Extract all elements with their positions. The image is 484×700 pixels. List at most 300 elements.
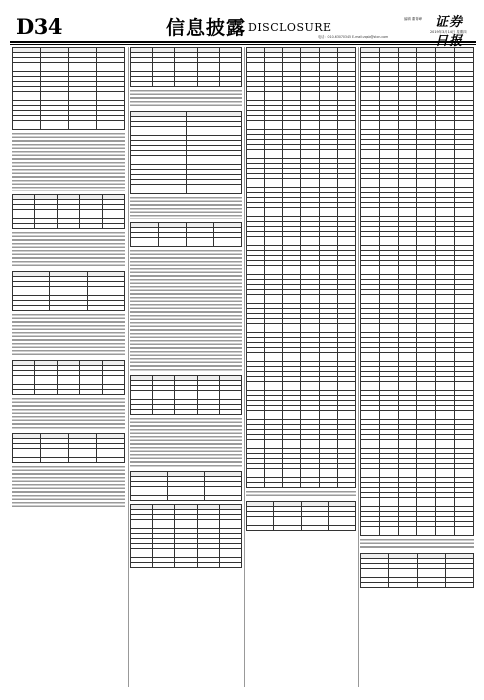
column-1 xyxy=(12,47,125,687)
table-cell xyxy=(337,483,355,488)
table-cell xyxy=(455,208,474,217)
newspaper-logo: 证券 xyxy=(435,15,464,30)
table-cell xyxy=(319,382,337,391)
table-cell xyxy=(102,389,124,394)
table-cell xyxy=(97,63,125,72)
table-cell xyxy=(131,487,168,496)
table-cell xyxy=(398,121,417,130)
table-cell xyxy=(417,382,436,391)
block-gap xyxy=(130,568,242,571)
table-cell xyxy=(361,92,380,101)
table-cell xyxy=(361,469,380,478)
table-cell xyxy=(283,382,301,391)
table-cell xyxy=(436,295,455,304)
table-cell xyxy=(35,209,57,218)
table-cell xyxy=(301,483,319,488)
body-text-block xyxy=(130,197,242,219)
body-text-block xyxy=(12,466,125,509)
page-number: D34 xyxy=(16,14,62,39)
table-cell xyxy=(398,353,417,362)
table-cell xyxy=(57,223,79,228)
table-cell xyxy=(197,409,219,414)
table-cell xyxy=(436,382,455,391)
table-cell xyxy=(247,121,265,130)
table-cell xyxy=(247,517,274,526)
table-cell xyxy=(80,389,102,394)
table-cell xyxy=(283,469,301,478)
table-cell xyxy=(379,63,398,72)
table-cell xyxy=(41,449,69,458)
table-cell xyxy=(205,487,242,496)
table-cell xyxy=(265,411,283,420)
table-cell xyxy=(455,440,474,449)
table-cell xyxy=(35,375,57,384)
table-cell xyxy=(455,295,474,304)
table-cell xyxy=(361,498,380,507)
table-cell xyxy=(186,156,242,165)
table-cell xyxy=(379,498,398,507)
table-cell xyxy=(398,324,417,333)
table-cell xyxy=(455,411,474,420)
table-cell xyxy=(219,563,241,568)
table-cell xyxy=(35,389,57,394)
table-cell xyxy=(436,63,455,72)
table-cell xyxy=(417,121,436,130)
table-cell xyxy=(436,179,455,188)
table-cell xyxy=(455,179,474,188)
table-cell xyxy=(301,295,319,304)
table-cell xyxy=(455,353,474,362)
table-cell xyxy=(319,411,337,420)
table-cell xyxy=(361,63,380,72)
disclosure-table xyxy=(246,501,356,531)
table-cell xyxy=(337,63,355,72)
table-cell xyxy=(361,411,380,420)
table-cell xyxy=(131,127,187,136)
table-cell xyxy=(69,92,97,101)
table-cell xyxy=(175,563,197,568)
section-title: 信息披露 xyxy=(166,17,247,39)
table-cell xyxy=(398,498,417,507)
table-cell xyxy=(283,324,301,333)
table-cell xyxy=(97,449,125,458)
table-cell xyxy=(197,390,219,399)
table-cell xyxy=(247,295,265,304)
table-cell xyxy=(69,458,97,463)
table-cell xyxy=(247,483,265,488)
table-cell xyxy=(175,520,197,529)
table-cell xyxy=(337,411,355,420)
table-cell xyxy=(265,150,283,159)
table-cell xyxy=(153,409,175,414)
table-cell xyxy=(274,517,301,526)
table-cell xyxy=(337,208,355,217)
table-cell xyxy=(398,237,417,246)
table-cell xyxy=(247,179,265,188)
table-cell xyxy=(13,121,41,130)
table-cell xyxy=(379,266,398,275)
table-cell xyxy=(219,390,241,399)
body-text-block xyxy=(12,133,125,191)
table-cell xyxy=(301,353,319,362)
table-cell xyxy=(219,520,241,529)
table-cell xyxy=(417,353,436,362)
table-cell xyxy=(455,237,474,246)
table-cell xyxy=(361,266,380,275)
table-cell xyxy=(265,63,283,72)
disclosure-table xyxy=(12,47,125,130)
table-cell xyxy=(13,286,50,295)
table-cell xyxy=(436,353,455,362)
table-cell xyxy=(265,92,283,101)
table-cell xyxy=(97,92,125,101)
table-cell xyxy=(265,237,283,246)
table-cell xyxy=(153,549,175,558)
table-cell xyxy=(13,63,41,72)
table-cell xyxy=(445,582,473,587)
table-cell xyxy=(379,411,398,420)
table-cell xyxy=(417,498,436,507)
table-cell xyxy=(274,526,301,531)
table-cell xyxy=(153,563,175,568)
table-cell xyxy=(455,324,474,333)
table-cell xyxy=(436,440,455,449)
table-cell xyxy=(436,324,455,333)
table-cell xyxy=(283,483,301,488)
column-divider xyxy=(128,47,129,687)
table-cell xyxy=(436,92,455,101)
disclosure-table xyxy=(130,504,242,568)
table-cell xyxy=(436,237,455,246)
disclosure-table xyxy=(360,47,474,536)
disclosure-table xyxy=(246,47,356,488)
masthead-rule xyxy=(10,41,476,43)
table-cell xyxy=(319,440,337,449)
table-cell xyxy=(379,324,398,333)
table-cell xyxy=(13,449,41,458)
table-cell xyxy=(301,382,319,391)
table-cell xyxy=(379,469,398,478)
table-cell xyxy=(417,92,436,101)
table-cell xyxy=(337,440,355,449)
table-cell xyxy=(398,440,417,449)
table-cell xyxy=(361,353,380,362)
block-gap xyxy=(12,509,125,512)
table-cell xyxy=(361,382,380,391)
table-cell xyxy=(337,92,355,101)
table-cell xyxy=(283,411,301,420)
table-cell xyxy=(247,411,265,420)
disclosure-table xyxy=(130,47,242,87)
table-cell xyxy=(301,266,319,275)
issue-date: 2019年3月14日 星期四 xyxy=(430,30,467,34)
table-cell xyxy=(265,295,283,304)
table-cell xyxy=(319,150,337,159)
table-cell xyxy=(50,286,87,295)
table-cell xyxy=(265,266,283,275)
table-cell xyxy=(319,121,337,130)
table-cell xyxy=(247,440,265,449)
table-cell xyxy=(361,150,380,159)
table-cell xyxy=(265,440,283,449)
table-cell xyxy=(417,150,436,159)
table-cell xyxy=(301,324,319,333)
table-cell xyxy=(301,237,319,246)
masthead xyxy=(10,10,476,40)
table-cell xyxy=(398,527,417,536)
table-cell xyxy=(337,121,355,130)
table-cell xyxy=(50,305,87,310)
table-cell xyxy=(80,375,102,384)
table-cell xyxy=(102,209,124,218)
disclosure-table xyxy=(130,471,242,501)
table-cell xyxy=(197,520,219,529)
disclosure-table xyxy=(12,360,125,395)
table-cell xyxy=(153,63,175,72)
table-cell xyxy=(247,150,265,159)
table-cell xyxy=(379,440,398,449)
disclosure-table xyxy=(12,194,125,229)
table-cell xyxy=(13,92,41,101)
body-text-block xyxy=(246,491,356,498)
table-cell xyxy=(69,63,97,72)
table-cell xyxy=(13,209,35,218)
table-cell xyxy=(131,390,153,399)
block-gap xyxy=(360,588,474,591)
table-cell xyxy=(319,483,337,488)
table-cell xyxy=(283,295,301,304)
table-cell xyxy=(247,237,265,246)
table-cell xyxy=(436,208,455,217)
table-cell xyxy=(417,582,445,587)
column-3 xyxy=(246,47,356,683)
table-cell xyxy=(168,487,205,496)
table-cell xyxy=(168,496,205,501)
block-gap xyxy=(246,531,356,534)
disclosure-table xyxy=(130,222,242,247)
disclosure-table xyxy=(130,375,242,415)
table-cell xyxy=(389,582,417,587)
table-cell xyxy=(131,185,187,194)
table-cell xyxy=(361,179,380,188)
table-cell xyxy=(283,440,301,449)
table-cell xyxy=(417,179,436,188)
table-cell xyxy=(186,127,242,136)
table-cell xyxy=(319,92,337,101)
table-cell xyxy=(436,121,455,130)
table-cell xyxy=(436,498,455,507)
table-cell xyxy=(265,121,283,130)
table-cell xyxy=(319,63,337,72)
table-cell xyxy=(247,324,265,333)
table-cell xyxy=(436,527,455,536)
table-cell xyxy=(398,411,417,420)
table-cell xyxy=(436,411,455,420)
table-cell xyxy=(337,295,355,304)
table-cell xyxy=(379,527,398,536)
table-cell xyxy=(379,382,398,391)
table-cell xyxy=(219,63,241,72)
table-cell xyxy=(417,295,436,304)
body-text-block xyxy=(360,539,474,550)
table-cell xyxy=(398,150,417,159)
disclosure-table xyxy=(12,433,125,463)
table-cell xyxy=(57,375,79,384)
table-cell xyxy=(197,549,219,558)
table-cell xyxy=(41,458,69,463)
table-cell xyxy=(417,208,436,217)
table-cell xyxy=(417,237,436,246)
table-cell xyxy=(361,237,380,246)
table-cell xyxy=(175,63,197,72)
table-cell xyxy=(319,208,337,217)
table-cell xyxy=(283,266,301,275)
table-cell xyxy=(197,63,219,72)
table-cell xyxy=(361,527,380,536)
table-cell xyxy=(205,496,242,501)
table-cell xyxy=(337,324,355,333)
table-cell xyxy=(379,237,398,246)
table-cell xyxy=(80,209,102,218)
column-2 xyxy=(130,47,242,687)
table-cell xyxy=(265,353,283,362)
table-cell xyxy=(319,295,337,304)
table-cell xyxy=(265,179,283,188)
table-cell xyxy=(69,449,97,458)
table-cell xyxy=(379,208,398,217)
table-cell xyxy=(283,150,301,159)
table-cell xyxy=(13,389,35,394)
table-cell xyxy=(131,520,153,529)
table-cell xyxy=(398,92,417,101)
disclosure-table xyxy=(12,271,125,311)
table-cell xyxy=(247,63,265,72)
table-cell xyxy=(175,549,197,558)
table-cell xyxy=(436,150,455,159)
table-cell xyxy=(13,375,35,384)
table-cell xyxy=(265,382,283,391)
body-text-block xyxy=(130,250,242,372)
table-cell xyxy=(13,223,35,228)
table-cell xyxy=(186,237,214,246)
table-cell xyxy=(102,375,124,384)
table-cell xyxy=(398,295,417,304)
table-cell xyxy=(398,179,417,188)
table-cell xyxy=(455,527,474,536)
table-cell xyxy=(337,469,355,478)
table-cell xyxy=(13,305,50,310)
table-cell xyxy=(301,440,319,449)
body-text-block xyxy=(12,398,125,430)
table-cell xyxy=(301,411,319,420)
section-title-english: DISCLOSURE xyxy=(248,21,332,34)
table-cell xyxy=(301,179,319,188)
table-cell xyxy=(283,208,301,217)
table-cell xyxy=(436,266,455,275)
body-text-block xyxy=(12,232,125,268)
table-cell xyxy=(247,469,265,478)
table-cell xyxy=(265,469,283,478)
table-cell xyxy=(41,63,69,72)
table-cell xyxy=(131,563,153,568)
table-cell xyxy=(455,469,474,478)
table-cell xyxy=(379,92,398,101)
table-cell xyxy=(197,82,219,87)
table-cell xyxy=(283,92,301,101)
table-cell xyxy=(131,496,168,501)
table-cell xyxy=(301,63,319,72)
table-cell xyxy=(175,82,197,87)
table-cell xyxy=(247,353,265,362)
table-cell xyxy=(301,121,319,130)
masthead-rule-thin xyxy=(10,44,476,45)
table-cell xyxy=(328,517,355,526)
table-cell xyxy=(175,390,197,399)
table-cell xyxy=(57,209,79,218)
table-cell xyxy=(265,483,283,488)
table-cell xyxy=(398,63,417,72)
table-cell xyxy=(417,266,436,275)
table-cell xyxy=(398,208,417,217)
table-cell xyxy=(265,208,283,217)
table-cell xyxy=(87,286,124,295)
table-cell xyxy=(417,568,445,577)
table-cell xyxy=(214,237,242,246)
table-cell xyxy=(379,121,398,130)
table-cell xyxy=(283,121,301,130)
table-cell xyxy=(247,266,265,275)
table-cell xyxy=(361,568,389,577)
table-cell xyxy=(153,520,175,529)
table-cell xyxy=(319,353,337,362)
table-cell xyxy=(219,82,241,87)
disclosure-table xyxy=(360,553,474,588)
table-cell xyxy=(455,150,474,159)
table-cell xyxy=(247,382,265,391)
table-cell xyxy=(361,440,380,449)
table-cell xyxy=(131,549,153,558)
table-cell xyxy=(379,150,398,159)
table-cell xyxy=(158,237,186,246)
table-cell xyxy=(417,527,436,536)
table-cell xyxy=(389,568,417,577)
table-cell xyxy=(247,92,265,101)
table-cell xyxy=(283,237,301,246)
table-cell xyxy=(87,305,124,310)
table-cell xyxy=(153,82,175,87)
table-cell xyxy=(131,63,153,72)
table-cell xyxy=(301,526,328,531)
table-cell xyxy=(337,179,355,188)
table-cell xyxy=(417,440,436,449)
table-cell xyxy=(361,324,380,333)
table-cell xyxy=(361,295,380,304)
table-cell xyxy=(319,469,337,478)
table-cell xyxy=(153,390,175,399)
table-cell xyxy=(97,458,125,463)
column-divider xyxy=(244,47,245,687)
table-cell xyxy=(417,324,436,333)
table-cell xyxy=(80,223,102,228)
table-cell xyxy=(455,266,474,275)
table-cell xyxy=(41,92,69,101)
table-cell xyxy=(131,237,159,246)
body-text-block xyxy=(12,314,125,357)
table-cell xyxy=(301,150,319,159)
table-cell xyxy=(69,121,97,130)
table-cell xyxy=(417,411,436,420)
table-cell xyxy=(455,382,474,391)
